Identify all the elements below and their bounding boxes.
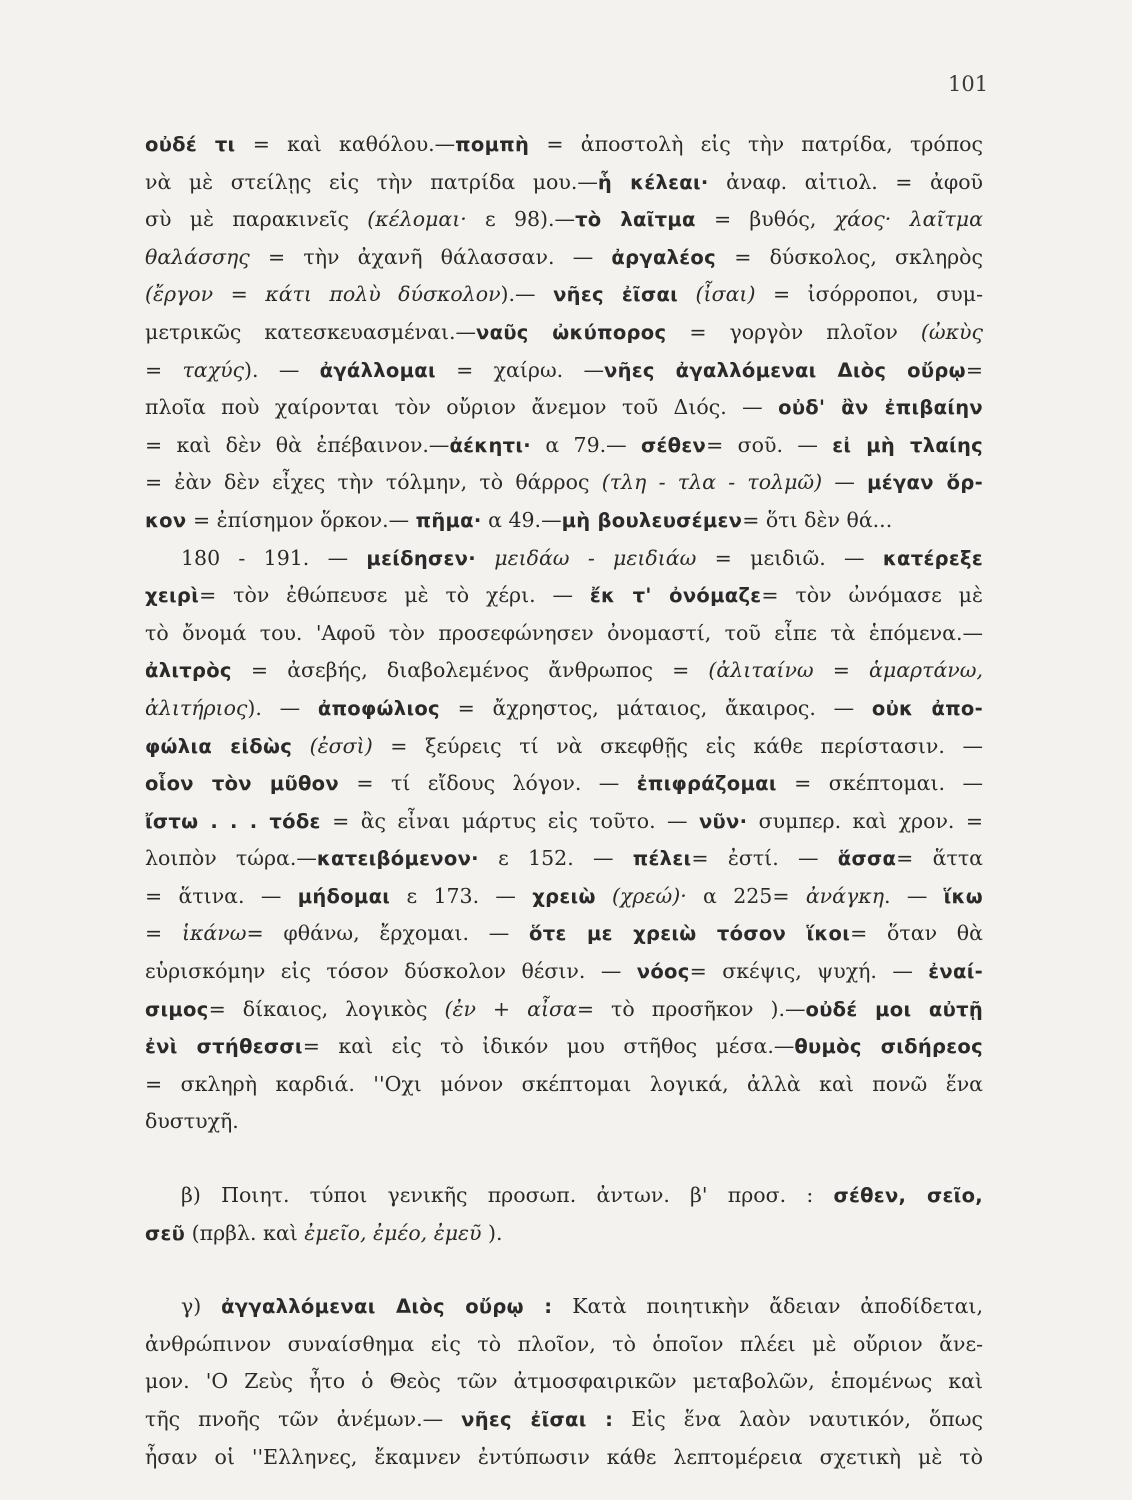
body-text: τὸ ὄνομά του. 'Αφοῦ τὸν προσεφώνησεν ὀνομαστί, τοῦ εἶπε τὰ ἑπόμενα.— [145, 620, 983, 645]
headword: οὐδέ μοι αὐτῇ [805, 997, 984, 1021]
body-text: = καὶ εἰς τὸ ἰδικόν μου στῆθος μέσα.— [302, 1034, 795, 1059]
text-line [145, 1028, 983, 1066]
justified-line [145, 765, 983, 803]
text-line [145, 464, 983, 502]
headword: ἴστω . . . τόδε [145, 809, 321, 833]
body-text: λοιπὸν τώρα.— [145, 846, 317, 871]
headword: ἵκω [943, 884, 983, 908]
body-text: = ἅτινα. — [145, 883, 298, 908]
body-text: = δίκαιος, λογικὸς [208, 996, 445, 1021]
justified-line [145, 314, 983, 352]
body-text: = χαίρω. — [435, 357, 604, 382]
body-text: ἦσαν οἱ ''Ελληνες, ἔκαμνεν ἐντύπωσιν κάθε λεπτομέρεια σχετικὴ μὲ τὸ [145, 1444, 983, 1469]
body-text: ).— [500, 282, 554, 307]
body-text: εὑρισκόμην εἰς τόσον δύσκολον θέσιν. — [145, 959, 637, 984]
text-line [145, 1215, 983, 1253]
page-body-text [145, 126, 983, 1476]
justified-line [145, 728, 983, 766]
body-text: = σκέπτομαι. — [776, 771, 983, 796]
body-text: = τὸν ἐθώπευσε μὲ τὸ χέρι. — [199, 583, 590, 608]
body-text: = ὅτι δὲν θά... [742, 507, 893, 532]
text-line [145, 502, 983, 540]
text-line [145, 840, 983, 878]
body-text: ε 173. — [390, 883, 533, 908]
headword: ἀποφώλιος [317, 696, 440, 720]
body-text: = φθάνω, ἔρχομαι. — [246, 921, 530, 946]
body-text: ). [481, 1220, 503, 1245]
body-text: = ἐπίσημον ὅρκον.— [186, 507, 416, 532]
body-text: = σοῦ. — [706, 432, 833, 457]
text-line [145, 765, 983, 803]
headword: χειρὶ [145, 584, 200, 608]
body-text: = ἀσεβής, διαβολεμένος ἄνθρωπος = [231, 658, 709, 683]
text-line [145, 314, 983, 352]
body-text: α 79.— [530, 432, 642, 457]
headword: τὸ λαῖτμα [575, 208, 696, 232]
justified-line [145, 239, 983, 277]
justified-line [145, 915, 983, 953]
justified-line [145, 652, 983, 690]
body-text: = τί εἴδους λόγον. — [338, 771, 637, 796]
body-text [596, 884, 612, 908]
headword: νῆες ἐῖσαι : [461, 1408, 614, 1431]
body-text: α 225= [686, 883, 806, 908]
body-text: ἀναφ. αἰτιολ. = ἀφοῦ [708, 169, 984, 194]
headword: νῦν· [698, 809, 748, 833]
body-text: = σκέψις, ψυχή. — [689, 959, 929, 984]
justified-line [145, 1028, 983, 1066]
headword: πέλει [632, 847, 692, 871]
body-text: ἀνθρώπινον συναίσθημα εἰς τὸ πλοῖον, τὸ ὁποῖον πλέει μὲ οὔριον ἄνε- [145, 1331, 983, 1356]
headword: ἀγάλλομαι [319, 358, 436, 382]
justified-line [145, 953, 983, 991]
italic-text: ἐμεῖο, ἐμέο, ἐμεῦ [304, 1220, 482, 1245]
text-line [145, 728, 983, 766]
text-line [145, 1103, 983, 1141]
body-text: Κατὰ ποιητικὴν ἄδειαν ἀποδίδεται, [552, 1294, 983, 1319]
italic-text: (τλη - τλα - τολμῶ) [601, 470, 823, 495]
justified-line [181, 1177, 983, 1215]
justified-line [145, 276, 983, 314]
justified-line [145, 1326, 983, 1364]
body-text: = ὅταν θὰ [850, 921, 983, 946]
body-text: = ἅττα [896, 846, 983, 871]
text-line [145, 1326, 983, 1364]
justified-line [145, 126, 983, 164]
italic-text: μειδάω - μειδιάω [494, 545, 697, 570]
justified-line [145, 352, 983, 390]
italic-text: (ἐσσὶ) [309, 733, 373, 758]
paragraph-gap [145, 1141, 983, 1177]
italic-text: ἀλιτήριος [145, 695, 248, 720]
headword: νῆες ἐῖσαι [553, 283, 679, 307]
headword: σεῦ [145, 1221, 186, 1245]
justified-line [145, 389, 983, 427]
body-text: α 49.— [481, 507, 562, 532]
headword: ἧ κέλεαι· [597, 170, 709, 194]
body-text: ε 152. — [478, 846, 633, 871]
headword: οὐδέ τι [145, 133, 236, 156]
justified-line [145, 577, 983, 615]
body-text: μετρικῶς κατεσκευασμέναι.— [145, 319, 477, 344]
headword: σιμος [145, 997, 209, 1021]
justified-line [145, 1066, 983, 1104]
body-text: β) Ποιητ. τύποι γενικῆς προσωπ. ἀντων. β' προσ. : [181, 1183, 834, 1208]
body-text: = ἀποστολὴ εἰς τὴν πατρίδα, τρόπος [529, 132, 984, 156]
headword: ἐπιφράζομαι [636, 772, 777, 796]
headword: ἐναί- [928, 960, 984, 984]
text-line [145, 1363, 983, 1401]
text-line [145, 878, 983, 916]
text-line [145, 690, 983, 728]
text-line [145, 1401, 983, 1439]
text-line [145, 540, 983, 578]
italic-text: (ἀλιταίνω = ἁμαρτάνω, [708, 658, 983, 683]
justified-line [145, 1363, 983, 1401]
body-text: = [965, 357, 984, 382]
body-text: μον. 'Ο Ζεὺς ἦτο ὁ Θεὸς τῶν ἀτμοσφαιρικῶν μεταβολῶν, ἑπομένως καὶ [145, 1369, 983, 1394]
justified-line [145, 1401, 983, 1439]
text-line [145, 276, 983, 314]
text-line [145, 803, 983, 841]
headword: ἅσσα [837, 847, 897, 871]
headword: ἔκ τ' ὀνόμαζε [589, 584, 762, 608]
body-text: (πρβλ. καὶ [185, 1220, 305, 1245]
italic-text: (ὠκὺς [920, 319, 983, 344]
headword: ἀέκητι· [449, 433, 531, 457]
justified-line [145, 615, 983, 653]
body-text [678, 282, 696, 306]
body-text: = σκληρὴ καρδιά. ''Οχι μόνον σκέπτομαι λογικά, ἀλλὰ καὶ πονῶ ἕνα [145, 1071, 983, 1096]
body-text: τῆς πνοῆς τῶν ἀνέμων.— [145, 1407, 462, 1431]
headword: ἀλιτρὸς [145, 659, 232, 683]
justified-line [181, 540, 983, 578]
body-text: = καὶ δὲν θὰ ἐπέβαινον.— [145, 432, 450, 457]
text-line [145, 164, 983, 202]
headword: σέθεν [641, 433, 707, 457]
italic-text: (ἔργον = κάτι πολὺ δύσκολον [145, 282, 501, 307]
body-text: = τὸν ὠνόμασε μὲ [761, 583, 983, 608]
italic-text: (ἶσαι) [695, 282, 756, 307]
body-text: ). — [244, 357, 320, 382]
headword: ἀργαλέος [611, 245, 716, 269]
headword: μήδομαι [297, 884, 391, 908]
justified-line [145, 690, 983, 728]
justified-line [145, 840, 983, 878]
headword: σέθεν, σεῖο, [833, 1184, 983, 1208]
body-text: = ἄχρηστος, μάταιος, ἄκαιρος. — [439, 695, 872, 720]
headword: νῆες ἀγαλλόμεναι Διὸς οὔρῳ [604, 358, 966, 382]
body-text: = ἰσόρροποι, συμ- [755, 282, 983, 307]
body-text: = ἐστί. — [691, 846, 838, 871]
body-text: σὺ μὲ παρακινεῖς [145, 207, 368, 232]
justified-line [145, 164, 983, 202]
headword: μείδησεν· [366, 546, 476, 570]
justified-line [145, 1439, 983, 1477]
justified-line [145, 803, 983, 841]
body-text: ). — [247, 695, 318, 720]
body-text: = ξεύρεις τί νὰ σκεφθῇς εἰς κάθε περίστασιν. — [372, 733, 983, 758]
headword: χρειὼ [532, 884, 596, 908]
justified-line [145, 201, 983, 239]
body-text: = δύσκολος, σκληρὸς [716, 244, 984, 269]
headword: πῆμα· [415, 508, 482, 532]
body-text: νὰ μὲ στείλῃς εἰς τὴν πατρίδα μου.— [145, 169, 598, 194]
body-text: Εἰς ἕνα λαὸν ναυτικόν, ὅπως [613, 1407, 983, 1431]
headword: οἷον τὸν μῦθον [145, 772, 339, 796]
text-line [145, 201, 983, 239]
body-text: . — [883, 883, 944, 908]
justified-line [145, 464, 983, 502]
body-text: = τὴν ἀχανῆ θάλασσαν. — [249, 244, 612, 269]
headword: ἐνὶ στήθεσσι [145, 1035, 303, 1059]
text-line [145, 1177, 983, 1215]
text-line [145, 1288, 983, 1326]
italic-text: θαλάσσης [145, 244, 250, 269]
text-line [145, 652, 983, 690]
italic-text: ἀνάγκη [805, 883, 884, 908]
headword: κον [145, 508, 187, 532]
headword: ἀγγαλλόμεναι Διὸς οὔρῳ : [221, 1295, 553, 1319]
text-line [145, 239, 983, 277]
text-line [145, 615, 983, 653]
text-line [145, 126, 983, 164]
text-line [145, 577, 983, 615]
headword: εἰ μὴ τλαίης [832, 433, 983, 457]
headword: θυμὸς σιδήρεος [794, 1035, 983, 1059]
body-text: 180 - 191. — [181, 545, 367, 570]
justified-line [145, 427, 983, 465]
body-text: = ἂς εἶναι μάρτυς εἰς τοῦτο. — [320, 808, 699, 833]
headword: οὐδ' ἂν ἐπιβαίην [778, 396, 983, 420]
text-line [145, 352, 983, 390]
headword: πομπὴ [455, 133, 530, 156]
italic-text: (κέλομαι· [367, 207, 467, 232]
body-text [476, 546, 494, 570]
italic-text: (ἐν + αἶσα [444, 996, 577, 1021]
body-text: = μειδιῶ. — [696, 545, 883, 570]
headword: νόος [636, 960, 690, 984]
body-text: γ) [181, 1294, 222, 1319]
headword: κατέρεξε [882, 546, 983, 570]
page-number: 101 [948, 72, 989, 96]
paragraph-gap [145, 1252, 983, 1288]
body-text: = [145, 921, 182, 946]
body-text: = ἐὰν δὲν εἶχες τὴν τόλμην, τὸ θάρρος [145, 470, 602, 495]
headword: μέγαν ὅρ- [867, 471, 983, 495]
text-line [145, 915, 983, 953]
body-text [292, 734, 310, 758]
body-text: = βυθός, [695, 207, 835, 232]
italic-text: (χρεώ)· [612, 883, 687, 908]
headword: οὐκ ἀπο- [871, 696, 984, 720]
justified-line [145, 991, 983, 1029]
body-text: πλοῖα ποὺ χαίρονται τὸν οὔριον ἄνεμον τοῦ Διός. — [145, 395, 779, 420]
justified-line [181, 1288, 983, 1326]
body-text: συμπερ. καὶ χρον. = [747, 808, 984, 833]
italic-text: χάος· λαῖτμα [834, 207, 983, 232]
justified-line [145, 878, 983, 916]
text-line [145, 953, 983, 991]
body-text: δυστυχῆ. [145, 1109, 239, 1134]
headword: μὴ βουλευσέμεν [561, 508, 743, 532]
body-text: ε 98).— [466, 207, 576, 232]
headword: κατειβόμενον· [316, 847, 479, 871]
body-text: = καὶ καθόλου.— [235, 132, 456, 156]
headword: ναῦς ὠκύπορος [476, 320, 667, 344]
text-line [145, 1439, 983, 1477]
text-line [145, 389, 983, 427]
body-text: — [822, 470, 868, 495]
headword: φώλια εἰδὼς [145, 734, 293, 758]
text-line [145, 1066, 983, 1104]
italic-text: = ταχύς [145, 357, 245, 382]
body-text: = γοργὸν πλοῖον [666, 319, 921, 344]
body-text: = τὸ προσῆκον ).— [576, 996, 806, 1021]
italic-text: ἱκάνω [181, 921, 247, 946]
headword: ὅτε με χρειὼ τόσον ἵκοι [529, 922, 851, 946]
text-line [145, 991, 983, 1029]
text-line [145, 427, 983, 465]
